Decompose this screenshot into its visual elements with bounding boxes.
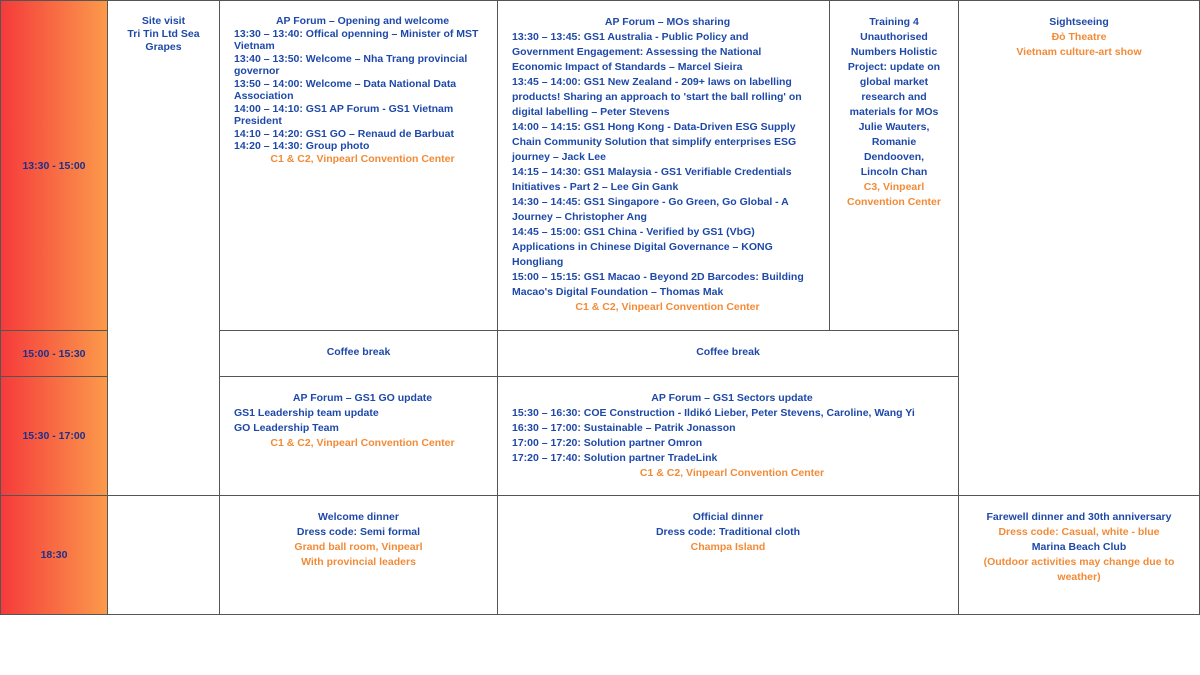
training-line: Julie Wauters, xyxy=(858,121,930,133)
welcome-dinner-line: Grand ball room, Vinpearl xyxy=(294,541,423,553)
training-line: Unauthorised xyxy=(860,31,928,43)
go-update-title: AP Forum – GS1 GO update xyxy=(292,392,433,404)
sightseeing-title: Sightseeing xyxy=(1049,16,1109,28)
opening-item: 14:20 – 14:30: Group photo xyxy=(234,140,370,152)
mos-sharing-item: 14:45 – 15:00: GS1 China - Verified by GS1 (VbG) xyxy=(512,226,755,238)
training-cell xyxy=(829,0,959,331)
mos-sharing-item: 15:00 – 15:15: GS1 Macao - Beyond 2D Barcodes: Building xyxy=(512,271,804,283)
sectors-update-title: AP Forum – GS1 Sectors update xyxy=(651,392,813,404)
official-dinner-line: Champa Island xyxy=(690,541,766,553)
coffee-break-label: Coffee break xyxy=(696,346,760,358)
farewell-dinner-title: Farewell dinner and 30th anniversary xyxy=(986,511,1172,523)
mos-sharing-item: 14:00 – 14:15: GS1 Hong Kong - Data-Driven ESG Supply xyxy=(512,121,796,133)
sectors-update-item: 16:30 – 17:00: Sustainable – Patrik Jonasson xyxy=(512,422,736,434)
sectors-update-cell xyxy=(497,376,959,496)
site-visit-title: Site visit xyxy=(141,15,186,27)
mos-sharing-item: Journey – Christopher Ang xyxy=(512,211,647,223)
go-update-item: GO Leadership Team xyxy=(234,422,339,434)
opening-item: President xyxy=(234,115,282,127)
mos-sharing-cell xyxy=(497,0,830,331)
training-location: C3, Vinpearl xyxy=(863,181,925,193)
mos-sharing-item: products! Sharing an approach to 'start the ball rolling' on xyxy=(512,91,802,103)
mos-sharing-item: digital labelling – Peter Stevens xyxy=(512,106,670,118)
opening-item: Vietnam xyxy=(234,40,275,52)
training-line: Lincoln Chan xyxy=(860,166,928,178)
opening-item: 13:30 – 13:40: Offical openning – Minister of MST xyxy=(234,27,479,40)
mos-sharing-title: AP Forum – MOs sharing xyxy=(604,16,731,28)
sightseeing-line: Vietnam culture-art show xyxy=(1016,46,1142,58)
mos-sharing-item: Chain Community Solution that simplify enterprises ESG xyxy=(512,136,797,148)
sectors-update-item: 17:00 – 17:20: Solution partner Omron xyxy=(512,437,703,449)
site-visit-cell xyxy=(107,0,220,496)
official-dinner-title: Official dinner xyxy=(692,511,764,523)
farewell-dinner-line: weather) xyxy=(1057,571,1101,583)
mos-sharing-item: Hongliang xyxy=(512,256,564,268)
farewell-dinner-line: Marina Beach Club xyxy=(1031,541,1127,553)
training-line: research and xyxy=(861,91,927,103)
mos-sharing-item: 14:15 – 14:30: GS1 Malaysia - GS1 Verifiable Credentials xyxy=(512,166,792,178)
training-location: Convention Center xyxy=(847,196,941,208)
site-visit-line: Grapes xyxy=(145,41,182,53)
opening-title: AP Forum – Opening and welcome xyxy=(275,15,450,27)
mos-sharing-item: Economic Impact of Standards – Marcel Sieira xyxy=(512,61,743,73)
training-line: Project: update on xyxy=(847,61,941,73)
opening-item: Association xyxy=(234,90,294,102)
coffee-break-cell-1 xyxy=(219,330,498,377)
official-dinner-dress-code: Dress code: Traditional cloth xyxy=(655,526,801,538)
site-visit-line: Tri Tin Ltd Sea xyxy=(127,28,200,40)
opening-item: governor xyxy=(234,65,280,77)
welcome-dinner-dress-code: Dress code: Semi formal xyxy=(296,526,421,538)
training-line: Romanie xyxy=(871,136,917,148)
opening-item: 14:10 – 14:20: GS1 GO – Renaud de Barbuat xyxy=(234,127,454,140)
coffee-break-label: Coffee break xyxy=(326,346,391,358)
mos-sharing-location: C1 & C2, Vinpearl Convention Center xyxy=(575,301,760,313)
sectors-update-location: C1 & C2, Vinpearl Convention Center xyxy=(639,467,825,479)
welcome-dinner-line: With provincial leaders xyxy=(301,556,416,568)
time-slot-1: 13:30 - 15:00 xyxy=(0,0,108,331)
time-slot-3: 15:30 - 17:00 xyxy=(0,376,108,496)
training-line: Training 4 xyxy=(869,16,919,28)
training-line: Numbers Holistic xyxy=(850,46,938,58)
mos-sharing-item: journey – Jack Lee xyxy=(512,151,606,163)
welcome-dinner-cell xyxy=(219,495,498,615)
welcome-dinner-title: Welcome dinner xyxy=(318,511,399,523)
opening-item: 13:40 – 13:50: Welcome – Nha Trang provincial xyxy=(234,52,468,65)
training-line: materials for MOs xyxy=(849,106,939,118)
opening-cell xyxy=(219,0,498,331)
mos-sharing-item: Government Engagement: Assessing the National xyxy=(512,46,762,58)
mos-sharing-item: 13:45 – 14:00: GS1 New Zealand - 209+ laws on labelling xyxy=(512,76,792,88)
sectors-update-item: 15:30 – 16:30: COE Construction - Ildikó Lieber, Peter Stevens, Caroline, Wang Yi xyxy=(512,407,915,419)
farewell-dinner-line: (Outdoor activities may change due to xyxy=(983,556,1175,568)
sectors-update-item: 17:20 – 17:40: Solution partner TradeLink xyxy=(512,452,718,464)
mos-sharing-item: Applications in Chinese Digital Governance – KONG xyxy=(512,241,773,253)
training-line: global market xyxy=(859,76,929,88)
farewell-dinner-line: Dress code: Casual, white - blue xyxy=(998,526,1160,538)
sightseeing-line: Đỏ Theatre xyxy=(1051,31,1107,43)
mos-sharing-item: Initiatives - Part 2 – Lee Gin Gank xyxy=(512,181,679,193)
opening-item: 14:00 – 14:10: GS1 AP Forum - GS1 Vietnam xyxy=(234,102,454,115)
go-update-cell xyxy=(219,376,498,496)
farewell-dinner-cell xyxy=(958,495,1200,615)
go-update-item: GS1 Leadership team update xyxy=(234,407,379,419)
opening-location: C1 & C2, Vinpearl Convention Center xyxy=(270,152,455,165)
mos-sharing-item: 14:30 – 14:45: GS1 Singapore - Go Green, Go Global - A xyxy=(512,196,789,208)
training-line: Dendooven, xyxy=(863,151,925,163)
mos-sharing-item: Macao's Digital Foundation – Thomas Mak xyxy=(512,286,724,298)
time-slot-2: 15:00 - 15:30 xyxy=(0,330,108,377)
mos-sharing-item: 13:30 – 13:45: GS1 Australia - Public Policy and xyxy=(512,31,749,43)
official-dinner-cell xyxy=(497,495,959,615)
coffee-break-cell-2 xyxy=(497,330,959,377)
go-update-location: C1 & C2, Vinpearl Convention Center xyxy=(270,437,455,449)
opening-item: 13:50 – 14:00: Welcome – Data National Data xyxy=(234,77,457,90)
empty-cell xyxy=(107,495,220,615)
time-slot-4: 18:30 xyxy=(0,495,108,615)
sightseeing-cell xyxy=(958,0,1200,496)
